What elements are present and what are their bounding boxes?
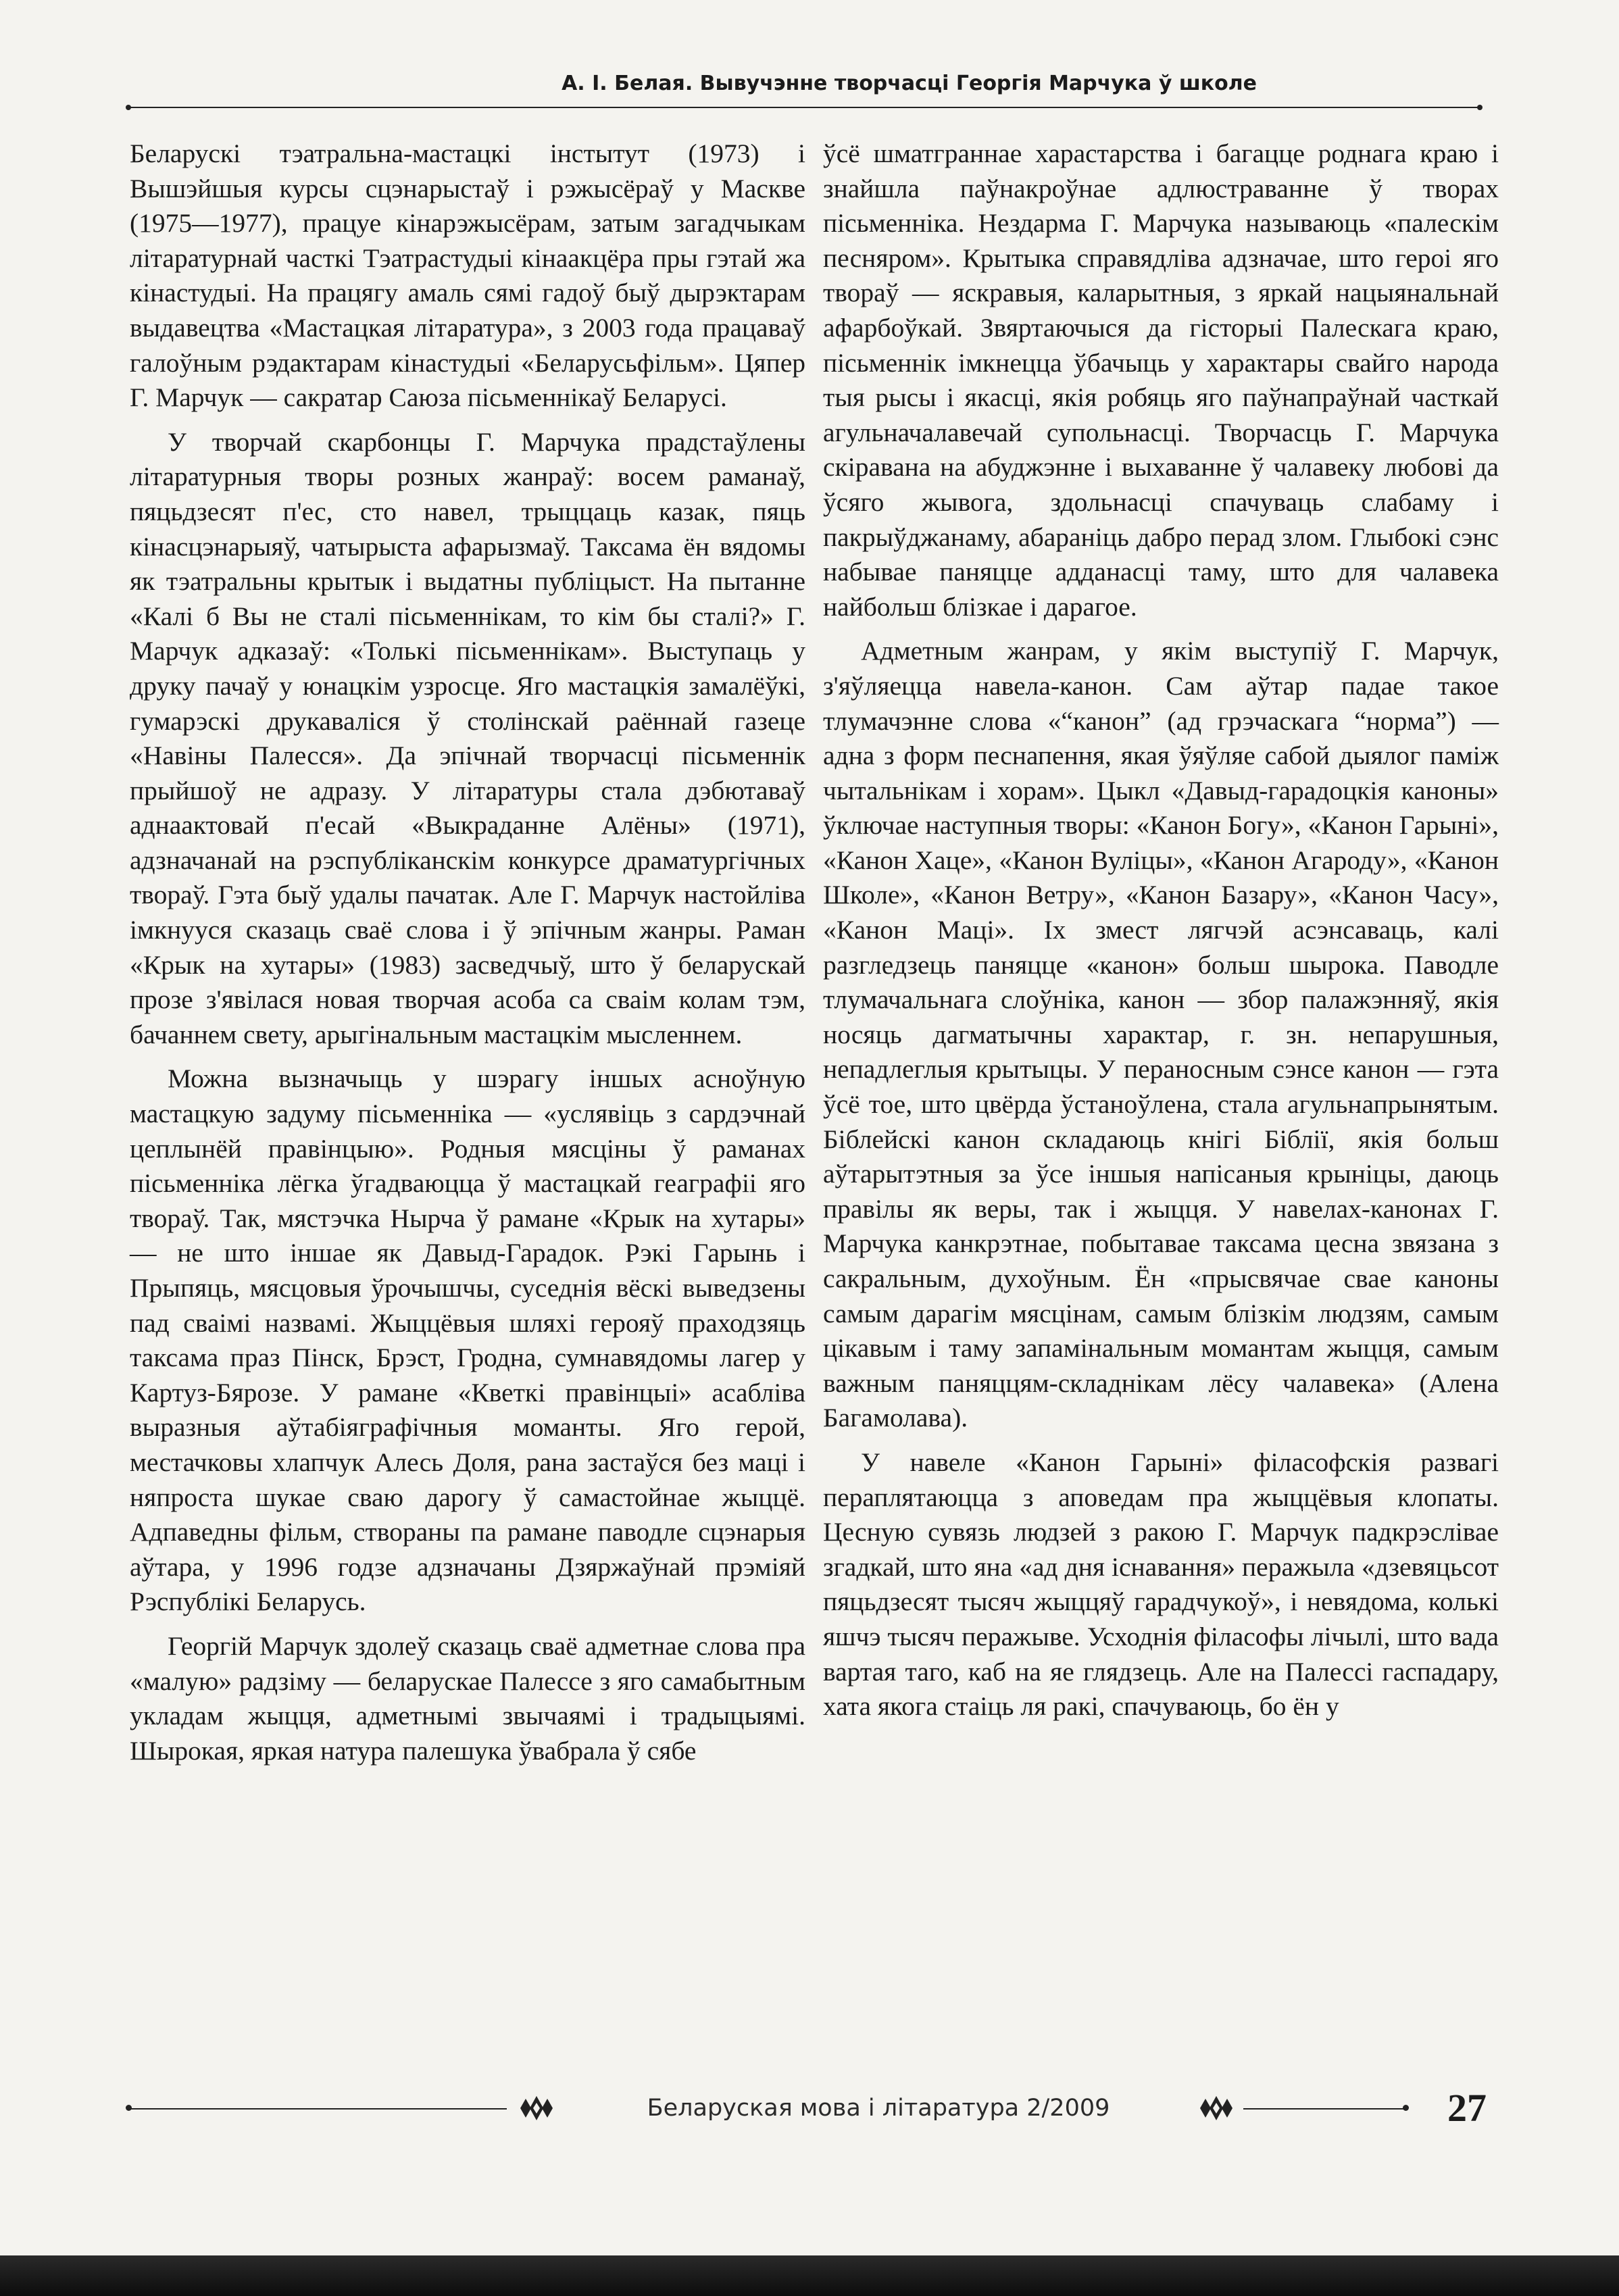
running-title: А. І. Белая. Вывучэнне творчасці Георгія Марчука ў школе [562, 72, 1257, 95]
scan-edge [0, 2255, 1619, 2296]
right-column [823, 136, 1499, 1724]
paragraph: У навеле «Канон Гарыні» філасофскія развагі пераплятаюцца з аповедам пра жыццёвыя клопаты. Цесную сувязь людзей з ракою Г. Марчук падкрэслівае згадкай, што яна «ад дня існавання» перажыла «дзевяцьсот пяцьдзесят тысяч жыццяў гарадчукоў», і невядома, колькі яшчэ тысяч перажыве. Усходнія філасофы лічылі, што вада вартая таго, каб на яе глядзець. Але на Палессі гаспадару, хата якога стаіць ля ракі, спачуваюць, бо ён у [823, 1447, 1499, 1722]
left-column [130, 136, 805, 1768]
page-number: 27 [1447, 2086, 1487, 2130]
paragraph: У творчай скарбонцы Г. Марчука прадстаўлены літаратурныя творы розных жанраў: восем раманаў, пяцьдзесят п'ес, сто навел, трыццаць казак, пяць кінасцэнарыяў, чатырыста афарызмаў. Таксама ён вядомы як тэатральны крытык і выдатны публіцыст. На пытанне «Калі б Вы не сталі пісьменнікам, то кім бы сталі?» Г. Марчук адказаў: «Толькі пісьменнікам». Выступаць у друку пачаў у юнацкім узросце. Яго мастацкія замалёўкі, гумарэскі друкаваліся ў столінскай раённай газеце «Навіны Палесся». Да эпічнай творчасці пісьменнік прыйшоў не адразу. У літаратуры стала дэбютаваў аднаактовай п'есай «Выкраданне Алёны» (1971), адзначанай на рэспубліканскім конкурсе драматургічных твораў. Гэта быў удалы пачатак. Але Г. Марчук настойліва імкнууся сказаць сваё слова і ў эпічным жанры. Раман «Крык на хутары» (1983) засведчыў, што ў беларускай прозе з'явілася новая творчая асоба са сваім колам тэм, бачаннем свету, арыгінальным мастацкім мысленнем. [130, 426, 805, 1049]
paragraph: ўсё шматграннае харастарства і багацце роднага краю і знайшла паўнакроўнае адлюстраванне ў творах пісьменніка. Нездарма Г. Марчука называюць «палескім песняром». Крытыка справядліва адзначае, што героі яго твораў — яскравыя, каларытныя, з яркай нацыянальнай афарбоўкай. Звяртаючыся да гісторыі Палескага краю, пісьменнік імкнецца ўбачыць у характары свайго народа тыя рысы і якасці, якія робяць яго паўнапраўнай часткай агульначалавечай супольнасці. Творчасць Г. Марчука скіравана на абуджэнне і выхаванне ў чалавеку любові да ўсяго жывога, здольнасці спачуваць слабаму і пакрыўджанаму, абараніць дабро перад злом. Глыбокі сэнс набывае паняцце адданасці таму, што для чалавека найбольш блізкае і дарагое. [823, 139, 1499, 622]
ornament-icon [516, 2092, 557, 2124]
journal-title: Беларуская мова і літаратура 2/2009 [647, 2095, 1110, 2122]
footer-rule-left [128, 2108, 507, 2110]
ornament-icon [1196, 2092, 1237, 2124]
paragraph: Адметным жанрам, у якім выступіў Г. Марчук, з'яўляецца навела-канон. Сам аўтар падае такое тлумачэнне слова «“канон” (ад грэчаскага “норма”) — адна з форм песнапення, якая ўяўляе сабой дыялог паміж чытальнікам і хорам». Цыкл «Давыд-гарадоцкія каноны» ўключае наступныя творы: «Канон Богу», «Канон Гарыні», «Канон Хаце», «Канон Вуліцы», «Канон Агароду», «Канон Школе», «Канон Ветру», «Канон Базару», «Канон Часу», «Канон Маці». Іх змест лягчэй асэнсаваць, калі разгледзець паняцце «канон» больш шырока. Паводле тлумачальнага слоўніка, канон — збор палажэнняў, якія носяць дагматычны характар, г. зн. непарушныя, непадлеглыя крытыцы. У пераносным сэнсе канон — гэта ўсё тое, што цвёрда ўстаноўлена, стала агульнапрынятым. Біблейскі канон складаюць кнігі Біблії, якія больш аўтарытэтныя за ўсе іншыя напісаныя крыніцы, даюць правілы як веры, так і жыцця. У навелах-канонах Г. Марчука канкрэтнае, побытавае таксама цесна звязана з сакральным, духоўным. Ён «прысвячае свае каноны самым дарагім мясцінам, самым блізкім людзям, самым цікавым і таму запамінальным момантам жыцця, самым важным паняццям-складнікам лёсу чалавека» (Алена Багамолава). [823, 636, 1499, 1433]
paragraph: Можна вызначыць у шэрагу іншых асноўную мастацкую задуму пісьменніка — «услявіць з сардэчнай цеплынёй правінцыю». Родныя мясціны ў раманах пісьменніка лёгка ўгадваюцца ў мастацкай геаграфіі яго твораў. Так, мястэчка Нырча ў рамане «Крык на хутары» — не што іншае як Давыд-Гарадок. Рэкі Гарынь і Прыпяць, мясцовыя ўрочышчы, суседнія вёскі выведзены пад сваімі назвамі. Жыццёвыя шляхі герояў праходзяць таксама праз Пінск, Брэст, Гродна, сумнавядомы лагер у Картуз-Бярозе. У рамане «Кветкі правінцыі» асабліва выразныя аўтабіяграфічныя моманты. Яго герой, местачковы хлапчук Алесь Доля, рана застаўся без маці і няпроста шукае сваю дарогу ў самастойнае жыццё. Адпаведны фільм, створаны па рамане паводле сцэнарыя аўтара, у 1996 годзе адзначаны Дзяржаўнай прэміяй Рэспублікі Беларусь. [130, 1064, 805, 1617]
header-rule [128, 107, 1480, 108]
footer-dot [1403, 2105, 1409, 2111]
footer-rule-right [1243, 2108, 1405, 2110]
paragraph: Беларускі тэатральна-мастацкі інстытут (1973) і Вышэйшыя курсы сцэнарыстаў і рэжысёраў у Маскве (1975—1977), працуе кінарэжысёрам, затым загадчыкам літаратурнай часткі Тэатрастудыі кінаакцёра пры гэтай жа кінастудыі. На працягу амаль сямі гадоў быў дырэктарам выдавецтва «Мастацкая літаратура», з 2003 года працаваў галоўным рэдактарам кінастудыі «Беларусьфільм». Цяпер Г. Марчук — сакратар Саюза пісьменнікаў Беларусі. [130, 139, 805, 413]
paragraph: Георгій Марчук здолеў сказаць сваё адметнае слова пра «малую» радзіму — беларускае Палессе з яго самабытным укладам жыцця, адметнымі звычаямі і традыцыямі. Шырокая, яркая натура палешука ўвабрала ў сябе [130, 1630, 805, 1766]
page-footer [128, 2081, 1487, 2135]
